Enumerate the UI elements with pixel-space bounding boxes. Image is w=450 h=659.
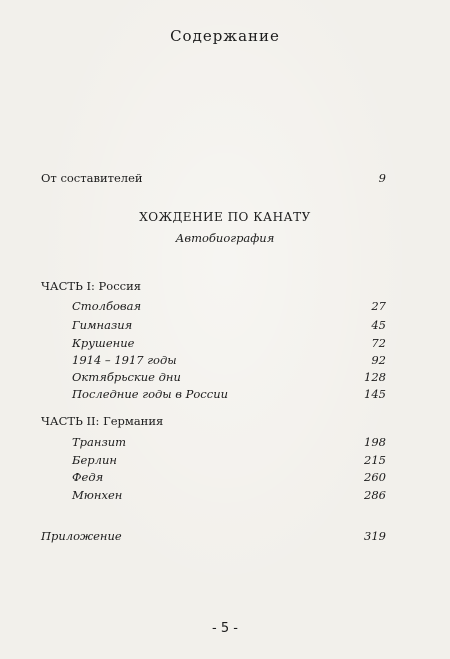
toc-entry-label: Транзит bbox=[72, 435, 127, 449]
toc-entry bbox=[72, 387, 386, 401]
toc-entry-label: Последние годы в России bbox=[72, 387, 229, 401]
page-title: Содержание bbox=[170, 27, 280, 45]
part-heading: ЧАСТЬ I: Россия bbox=[41, 279, 142, 293]
page-number: - 5 - bbox=[212, 621, 238, 636]
toc-entry bbox=[72, 488, 386, 502]
toc-entry-label: Мюнхен bbox=[72, 488, 123, 502]
toc-entry bbox=[72, 435, 386, 449]
toc-entry-appendix bbox=[41, 529, 386, 543]
toc-entry-page: 198 bbox=[364, 435, 386, 449]
toc-entry-page: 9 bbox=[378, 171, 386, 185]
toc-entry-label: Гимназия bbox=[72, 318, 133, 332]
toc-entry-label: Октябрьские дни bbox=[72, 370, 181, 384]
toc-entry-page: 72 bbox=[371, 336, 386, 350]
toc-entry-page: 286 bbox=[364, 488, 386, 502]
toc-entry-page: 319 bbox=[364, 529, 386, 543]
toc-entry-page: 92 bbox=[371, 353, 386, 367]
toc-entry-label: Федя bbox=[72, 470, 104, 484]
toc-entry-label: От составителей bbox=[41, 171, 143, 185]
toc-entry bbox=[72, 453, 386, 467]
toc-entry bbox=[72, 353, 386, 367]
toc-entry-label: Приложение bbox=[41, 529, 122, 543]
book-title: ХОЖДЕНИЕ ПО КАНАТУ bbox=[139, 210, 311, 224]
toc-entry bbox=[72, 318, 386, 332]
toc-entry bbox=[72, 370, 386, 384]
toc-entry-page: 27 bbox=[371, 299, 386, 313]
toc-entry bbox=[72, 470, 386, 484]
toc-entry-label: Крушение bbox=[72, 336, 135, 350]
toc-entry-label: 1914 – 1917 годы bbox=[72, 353, 177, 367]
toc-entry bbox=[72, 299, 386, 313]
toc-entry-page: 128 bbox=[364, 370, 386, 384]
toc-entry bbox=[72, 336, 386, 350]
part-heading: ЧАСТЬ II: Германия bbox=[41, 414, 164, 428]
toc-entry-page: 260 bbox=[364, 470, 386, 484]
toc-entry-intro bbox=[41, 171, 386, 185]
book-subtitle: Автобиография bbox=[175, 231, 275, 245]
toc-entry-page: 145 bbox=[364, 387, 386, 401]
toc-entry-page: 215 bbox=[364, 453, 386, 467]
toc-entry-label: Берлин bbox=[72, 453, 117, 467]
toc-entry-page: 45 bbox=[371, 318, 386, 332]
toc-entry-label: Столбовая bbox=[72, 299, 142, 313]
